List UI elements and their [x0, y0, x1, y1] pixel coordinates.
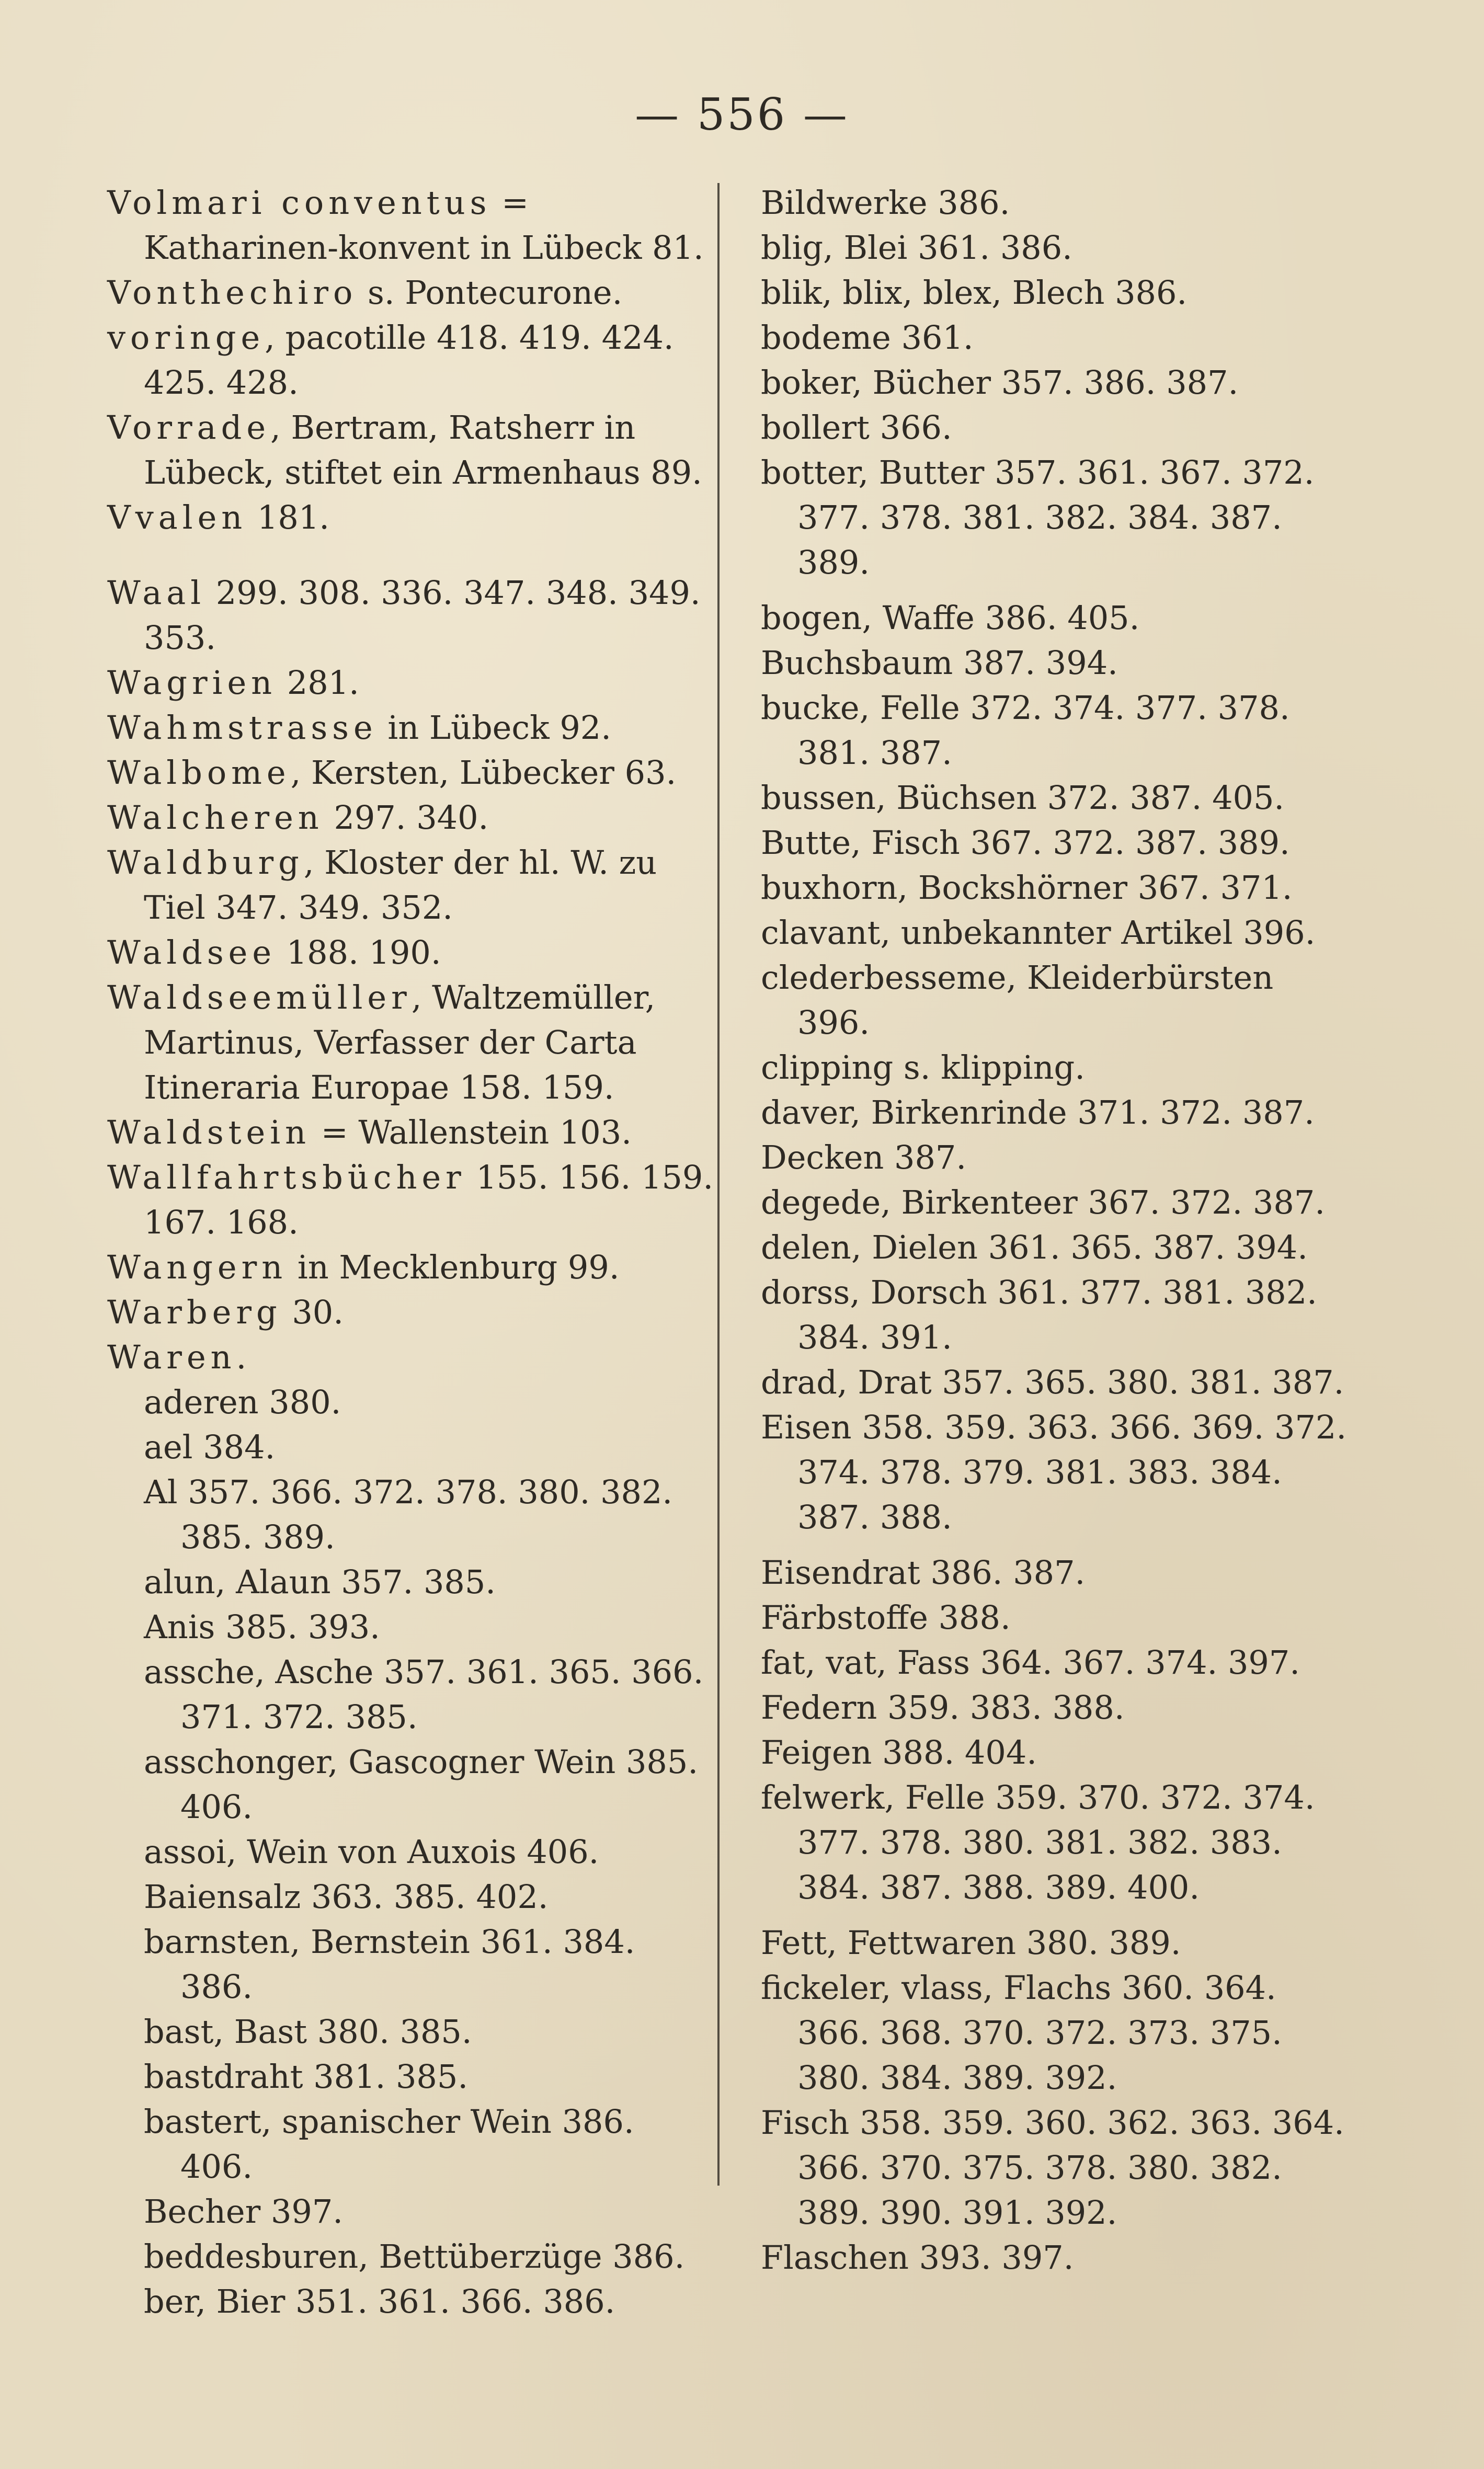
ware-entry: Bildwerke 386.	[761, 184, 1010, 222]
ware-entry: felwerk, Felle 359. 370. 372. 374. 377. 378. 380. 381. 382. 383. 384. 387. 388. 389. 400.	[761, 1778, 1315, 1906]
ware-entry: clipping s. klipping.	[761, 1048, 1085, 1087]
index-entry	[107, 1155, 714, 1245]
entry-head: Wangern	[107, 1248, 288, 1286]
ware-entry: buxhorn, Bockshörner 367. 371.	[761, 868, 1293, 907]
ware-entry: bollert 366.	[761, 408, 952, 447]
index-entry	[107, 315, 714, 405]
ware-entry: bogen, Waffe 386. 405.	[761, 599, 1140, 637]
ware-entry: assche, Asche 357. 361. 365. 366. 371. 372. 385.	[144, 1653, 704, 1736]
entry-head: Volmari conventus	[107, 184, 492, 222]
entry-text: 155. 156. 159. 167. 168.	[144, 1158, 714, 1241]
entry-head: Waldburg	[107, 843, 304, 882]
entry-text: 30.	[281, 1293, 344, 1331]
entry-text: 281.	[277, 664, 359, 702]
index-entry	[107, 1245, 714, 1290]
ware-entry: aderen 380.	[144, 1383, 341, 1421]
ware-entry: blig, Blei 361. 386.	[761, 228, 1072, 267]
ware-entry: fickeler, vlass, Flachs 360. 364. 366. 368. 370. 372. 373. 375. 380. 384. 389. 392.	[761, 1969, 1282, 2097]
ware-entry: Eisen 358. 359. 363. 366. 369. 372. 374. 378. 379. 381. 383. 384. 387. 388.	[761, 1408, 1347, 1536]
ware-entry: Anis 385. 393.	[144, 1608, 380, 1646]
ware-entry: Färbstoffe 388.	[761, 1598, 1011, 1637]
entry-text: 297. 340.	[323, 798, 489, 837]
ware-entry: Becher 397.	[144, 2192, 343, 2231]
ware-entry: beddesburen, Bettüberzüge 386.	[144, 2237, 685, 2276]
entry-head: Vvalen	[107, 498, 247, 536]
ware-entry: Fisch 358. 359. 360. 362. 363. 364. 366. 370. 375. 378. 380. 382. 389. 390. 391. 392.	[761, 2104, 1344, 2232]
ware-entry: barnsten, Bernstein 361. 384. 386.	[144, 1923, 635, 2006]
index-entry	[107, 930, 714, 975]
entry-text: 188. 190.	[276, 933, 441, 971]
ware-entry: blik, blix, blex, Blech 386.	[761, 273, 1188, 312]
ware-entry: Baiensalz 363. 385. 402.	[144, 1878, 549, 1916]
entry-head: Waldsee	[107, 933, 277, 971]
ware-entry: bussen, Büchsen 372. 387. 405.	[761, 779, 1285, 817]
entry-head: Waal	[107, 574, 206, 612]
index-entry	[107, 840, 714, 930]
entry-text: s. Pontecurone.	[357, 273, 623, 312]
entry-head: Wahmstrasse	[107, 708, 378, 747]
entry-text: , pacotille 418. 419. 424. 425. 428.	[144, 318, 674, 402]
ware-entry: Al 357. 366. 372. 378. 380. 382. 385. 389.	[144, 1473, 673, 1556]
right-column	[761, 180, 1352, 2280]
index-entry	[107, 705, 714, 750]
entry-text: , Kloster der hl. W. zu Tiel 347. 349. 352.	[144, 843, 657, 927]
entry-text: 181.	[247, 498, 329, 536]
page-number: — 556 —	[635, 89, 849, 140]
column-divider	[717, 183, 720, 2186]
entry-text: , Bertram, Ratsherr in Lübeck, stiftet ein Armenhaus 89.	[144, 408, 702, 491]
index-entry	[107, 795, 714, 840]
index-entry	[107, 405, 714, 495]
ware-entry: asschonger, Gascogner Wein 385. 406.	[144, 1743, 699, 1826]
index-entry	[107, 1110, 714, 1155]
entry-text: , Kersten, Lübecker 63.	[290, 753, 677, 792]
ware-entry: Flaschen 393. 397.	[761, 2238, 1074, 2277]
entry-text: , Waltzemüller, Martinus, Verfasser der Carta Itineraria Europae 158. 159.	[144, 978, 656, 1106]
ware-entry: degede, Birkenteer 367. 372. 387.	[761, 1183, 1325, 1221]
entry-head: Walbome	[107, 753, 291, 792]
ware-entry: boker, Bücher 357. 386. 387.	[761, 363, 1239, 402]
ware-entry: bodeme 361.	[761, 318, 974, 357]
entry-head: Waren.	[107, 1338, 252, 1376]
ware-entry: bucke, Felle 372. 374. 377. 378. 381. 387.	[761, 689, 1290, 772]
index-entry	[107, 180, 714, 270]
ware-entry: Federn 359. 383. 388.	[761, 1688, 1125, 1727]
index-entry	[107, 975, 714, 1110]
ware-entry: bast, Bast 380. 385.	[144, 2013, 472, 2051]
entry-text: in Mecklenburg 99.	[287, 1248, 620, 1286]
entry-head: Warberg	[107, 1293, 282, 1331]
entry-head: Wagrien	[107, 664, 277, 702]
entry-head: Vonthechiro	[107, 273, 358, 312]
entry-text: = Katharinen-konvent in Lübeck 81.	[144, 184, 704, 267]
entry-head: voringe	[107, 318, 265, 357]
ware-entry: clederbesseme, Kleiderbürsten 396.	[761, 958, 1274, 1042]
ware-entry: drad, Drat 357. 365. 380. 381. 387.	[761, 1363, 1344, 1401]
ware-entry: Butte, Fisch 367. 372. 387. 389.	[761, 824, 1290, 862]
entry-head: Wallfahrtsbücher	[107, 1158, 466, 1196]
ware-entry: assoi, Wein von Auxois 406.	[144, 1833, 599, 1871]
ware-entry: ber, Bier 351. 361. 366. 386.	[144, 2282, 615, 2321]
index-entry	[107, 1290, 714, 1335]
entry-head: Waldstein	[107, 1113, 311, 1151]
entry-text: in Lübeck 92.	[377, 708, 611, 747]
ware-entry: Buchsbaum 387. 394.	[761, 644, 1118, 682]
ware-entry: fat, vat, Fass 364. 367. 374. 397.	[761, 1643, 1300, 1682]
entry-head: Waldseemüller	[107, 978, 412, 1016]
entry-text: 299. 308. 336. 347. 348. 349. 353.	[144, 574, 701, 657]
ware-entry: clavant, unbekannter Artikel 396.	[761, 913, 1316, 952]
ware-entry: botter, Butter 357. 361. 367. 372. 377. 378. 381. 382. 384. 387. 389.	[761, 453, 1315, 581]
left-column	[107, 180, 714, 2324]
index-entry	[107, 1335, 714, 1380]
ware-entry: bastert, spanischer Wein 386. 406.	[144, 2102, 634, 2186]
entry-text: = Wallenstein 103.	[311, 1113, 632, 1151]
ware-entry: daver, Birkenrinde 371. 372. 387.	[761, 1093, 1315, 1131]
index-entry	[107, 495, 714, 540]
ware-entry: Eisendrat 386. 387.	[761, 1553, 1086, 1592]
ware-entry: Fett, Fettwaren 380. 389.	[761, 1924, 1181, 1962]
entry-head: Walcheren	[107, 798, 324, 837]
ware-entry: Feigen 388. 404.	[761, 1733, 1037, 1771]
ware-entry: ael 384.	[144, 1428, 276, 1466]
ware-entry: alun, Alaun 357. 385.	[144, 1563, 496, 1601]
entry-head: Vorrade	[107, 408, 271, 447]
index-entry	[107, 660, 714, 705]
ware-entry: bastdraht 381. 385.	[144, 2058, 469, 2096]
index-entry	[107, 570, 714, 660]
ware-entry: Decken 387.	[761, 1138, 967, 1176]
ware-entry: delen, Dielen 361. 365. 387. 394.	[761, 1228, 1308, 1266]
index-entry	[107, 750, 714, 795]
index-entry	[107, 270, 714, 315]
ware-entry: dorss, Dorsch 361. 377. 381. 382. 384. 391.	[761, 1273, 1317, 1356]
